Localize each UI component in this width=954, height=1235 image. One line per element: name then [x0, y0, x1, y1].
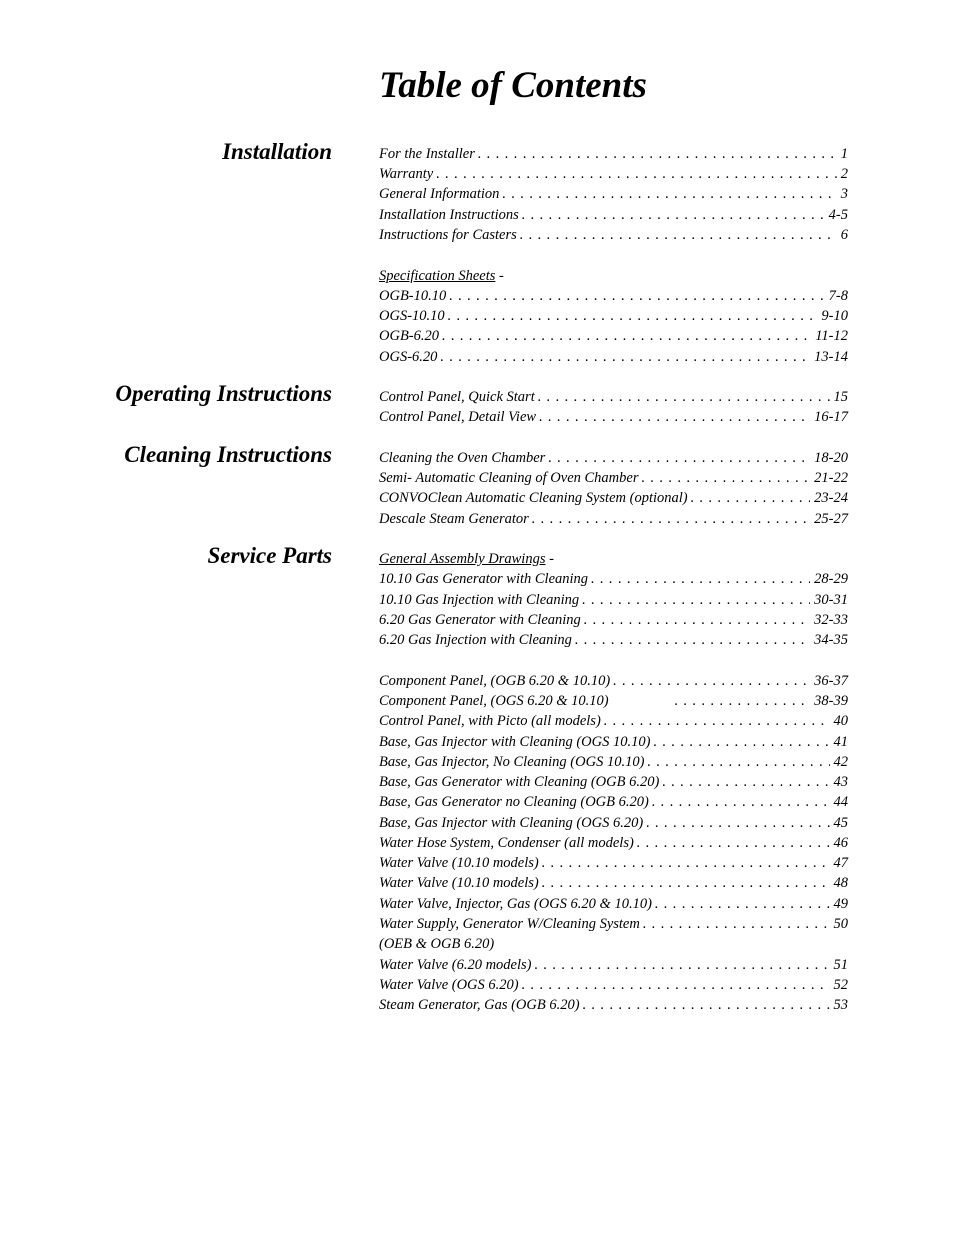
toc-leader-dots — [583, 995, 830, 1015]
toc-entry-title: Water Valve (6.20 models) — [379, 955, 535, 975]
toc-entry[interactable] — [379, 813, 848, 833]
toc-entry-page: 38-39 — [810, 691, 848, 711]
page-title: Table of Contents — [379, 65, 647, 106]
toc-leader-dots — [675, 691, 811, 711]
section-heading-operating: Operating Instructions — [115, 381, 332, 406]
toc-entry-title: Control Panel, Quick Start — [379, 387, 538, 407]
toc-entry[interactable] — [379, 975, 848, 995]
toc-entry-title: 10.10 Gas Generator with Cleaning — [379, 569, 591, 589]
toc-entry-page: 44 — [830, 792, 849, 812]
toc-leader-dots — [442, 326, 811, 346]
toc-entry-title: 6.20 Gas Generator with Cleaning — [379, 610, 584, 630]
toc-leader-dots — [655, 894, 830, 914]
toc-entry-title: Warranty — [379, 164, 436, 184]
toc-entry-title: 10.10 Gas Injection with Cleaning — [379, 590, 582, 610]
toc-entry[interactable] — [379, 995, 848, 1015]
toc-entry-title: Descale Steam Generator — [379, 509, 532, 529]
section-heading-service: Service Parts — [207, 543, 332, 568]
toc-leader-dots — [539, 407, 810, 427]
toc-entry-page: 34-35 — [810, 630, 848, 650]
toc-entry-title: OGB-6.20 — [379, 326, 442, 346]
toc-entry-page: 47 — [830, 853, 849, 873]
toc-entry-title: Component Panel, (OGS 6.20 & 10.10) — [379, 691, 675, 711]
toc-entry[interactable] — [379, 792, 848, 812]
toc-entry-title: Water Valve (10.10 models) — [379, 873, 542, 893]
toc-leader-dots — [584, 610, 810, 630]
toc-entry[interactable] — [379, 286, 848, 306]
toc-entry[interactable] — [379, 873, 848, 893]
toc-leader-dots — [440, 347, 810, 367]
toc-entry-title: General Information — [379, 184, 502, 204]
toc-entry-title: Water Valve (10.10 models) — [379, 853, 542, 873]
toc-entry-title: OGS-6.20 — [379, 347, 440, 367]
toc-entry[interactable] — [379, 772, 848, 792]
toc-entry[interactable] — [379, 691, 848, 711]
toc-entry-title: OGS-10.10 — [379, 306, 448, 326]
toc-leader-dots — [538, 387, 830, 407]
toc-entry[interactable] — [379, 630, 848, 650]
toc-leader-dots — [691, 488, 811, 508]
toc-entry-page: 41 — [830, 732, 849, 752]
toc-entry-page: 40 — [830, 711, 849, 731]
toc-entry-page: 42 — [830, 752, 849, 772]
toc-entry-title: For the Installer — [379, 144, 478, 164]
toc-entry[interactable] — [379, 306, 848, 326]
toc-leader-dots — [662, 772, 829, 792]
toc-entry-page: 50 — [830, 914, 849, 934]
toc-entry[interactable] — [379, 610, 848, 630]
toc-leader-dots — [653, 732, 829, 752]
toc-entry-page: 49 — [830, 894, 849, 914]
toc-leader-dots — [652, 792, 830, 812]
toc-entry-page: 18-20 — [810, 448, 848, 468]
toc-entry-title: Water Hose System, Condenser (all models) — [379, 833, 637, 853]
toc-entry[interactable] — [379, 326, 848, 346]
toc-entry-title: Base, Gas Generator with Cleaning (OGB 6.20) — [379, 772, 662, 792]
toc-entry-title: Component Panel, (OGB 6.20 & 10.10) — [379, 671, 613, 691]
toc-leader-dots — [520, 225, 837, 245]
toc-entry-page: 32-33 — [810, 610, 848, 630]
toc-entry[interactable] — [379, 225, 848, 245]
toc-leader-dots — [604, 711, 830, 731]
toc-entry-title: Water Valve, Injector, Gas (OGS 6.20 & 10.10) — [379, 894, 655, 914]
toc-entry-page: 4-5 — [825, 205, 848, 225]
subheading-assembly-drawings: General Assembly Drawings - — [379, 551, 554, 567]
toc-entry-page: 1 — [837, 144, 848, 164]
toc-leader-dots — [502, 184, 836, 204]
toc-entry-page: 48 — [830, 873, 849, 893]
toc-entry-title: Base, Gas Injector with Cleaning (OGS 6.20) — [379, 813, 646, 833]
toc-leader-dots — [548, 448, 810, 468]
toc-entry[interactable] — [379, 164, 848, 184]
toc-entry[interactable] — [379, 590, 848, 610]
toc-entry[interactable] — [379, 184, 848, 204]
toc-entry[interactable] — [379, 833, 848, 853]
toc-entry[interactable] — [379, 752, 848, 772]
toc-entry-title: Cleaning the Oven Chamber — [379, 448, 548, 468]
toc-leader-dots — [522, 975, 830, 995]
subheading-spec-sheets: Specification Sheets - — [379, 268, 504, 284]
toc-leader-dots — [646, 813, 829, 833]
toc-leader-dots — [613, 671, 810, 691]
toc-entry-title: Installation Instructions — [379, 205, 522, 225]
toc-entry-page: 2 — [837, 164, 848, 184]
toc-entry[interactable] — [379, 205, 848, 225]
toc-entry-page: 43 — [830, 772, 849, 792]
toc-entry-page: 28-29 — [810, 569, 848, 589]
toc-leader-dots — [643, 914, 830, 934]
toc-leader-dots — [436, 164, 837, 184]
toc-entry-title: Water Valve (OGS 6.20) — [379, 975, 522, 995]
toc-entry-page: 6 — [837, 225, 848, 245]
toc-entry-page: 3 — [837, 184, 848, 204]
toc-leader-dots — [637, 833, 830, 853]
toc-entry-title: Control Panel, with Picto (all models) — [379, 711, 604, 731]
toc-leader-dots — [575, 630, 810, 650]
toc-entry[interactable] — [379, 509, 848, 529]
toc-entry[interactable] — [379, 671, 848, 691]
toc-leader-dots — [542, 873, 830, 893]
toc-entry-page: 16-17 — [810, 407, 848, 427]
toc-entry-title: Control Panel, Detail View — [379, 407, 539, 427]
toc-entry-page: 11-12 — [811, 326, 848, 346]
toc-entry[interactable] — [379, 387, 848, 407]
toc-entry[interactable] — [379, 448, 848, 468]
toc-leader-dots — [478, 144, 837, 164]
toc-leader-dots — [582, 590, 810, 610]
toc-leader-dots — [448, 306, 818, 326]
toc-entry-title: Base, Gas Injector, No Cleaning (OGS 10.10) — [379, 752, 647, 772]
toc-leader-dots — [542, 853, 830, 873]
toc-entry-page: 23-24 — [810, 488, 848, 508]
toc-entry-page: 46 — [830, 833, 849, 853]
toc-entry[interactable] — [379, 853, 848, 873]
toc-entry-page: 45 — [830, 813, 849, 833]
toc-leader-dots — [642, 468, 811, 488]
toc-entry-page: 30-31 — [810, 590, 848, 610]
toc-entry[interactable] — [379, 894, 848, 914]
toc-entry[interactable] — [379, 407, 848, 427]
toc-entry-page: 52 — [830, 975, 849, 995]
toc-entry-title: Steam Generator, Gas (OGB 6.20) — [379, 995, 583, 1015]
toc-entry-title: Instructions for Casters — [379, 225, 520, 245]
toc-entry-page: 7-8 — [825, 286, 848, 306]
toc-entry-page: 51 — [830, 955, 849, 975]
toc-entry-page: 25-27 — [810, 509, 848, 529]
toc-entry-page: 9-10 — [817, 306, 848, 326]
toc-entry-page: 53 — [830, 995, 849, 1015]
toc-leader-dots — [449, 286, 824, 306]
toc-entry-continuation: (OEB & OGB 6.20) — [379, 936, 495, 952]
section-heading-installation: Installation — [222, 139, 332, 164]
toc-entry-title: Base, Gas Injector with Cleaning (OGS 10.10) — [379, 732, 653, 752]
toc-entry-page: 13-14 — [810, 347, 848, 367]
toc-entry-title: CONVOClean Automatic Cleaning System (optional) — [379, 488, 691, 508]
toc-entry[interactable] — [379, 914, 848, 934]
toc-leader-dots — [532, 509, 810, 529]
toc-leader-dots — [647, 752, 829, 772]
toc-entry-page: 15 — [830, 387, 849, 407]
toc-entry[interactable] — [379, 347, 848, 367]
toc-entry-title: Semi- Automatic Cleaning of Oven Chamber — [379, 468, 642, 488]
section-heading-cleaning: Cleaning Instructions — [124, 442, 332, 467]
toc-entry-title: Water Supply, Generator W/Cleaning System — [379, 914, 643, 934]
toc-entry[interactable] — [379, 488, 848, 508]
toc-entry[interactable] — [379, 955, 848, 975]
toc-leader-dots — [591, 569, 810, 589]
toc-entry-title: 6.20 Gas Injection with Cleaning — [379, 630, 575, 650]
toc-entry-title: Base, Gas Generator no Cleaning (OGB 6.20) — [379, 792, 652, 812]
toc-entry[interactable] — [379, 468, 848, 488]
toc-entry[interactable] — [379, 711, 848, 731]
toc-entry[interactable] — [379, 732, 848, 752]
toc-entry-title: OGB-10.10 — [379, 286, 449, 306]
toc-entry[interactable] — [379, 144, 848, 164]
toc-entry-page: 21-22 — [810, 468, 848, 488]
toc-entry-page: 36-37 — [810, 671, 848, 691]
toc-leader-dots — [522, 205, 825, 225]
toc-entry[interactable] — [379, 569, 848, 589]
toc-leader-dots — [535, 955, 830, 975]
